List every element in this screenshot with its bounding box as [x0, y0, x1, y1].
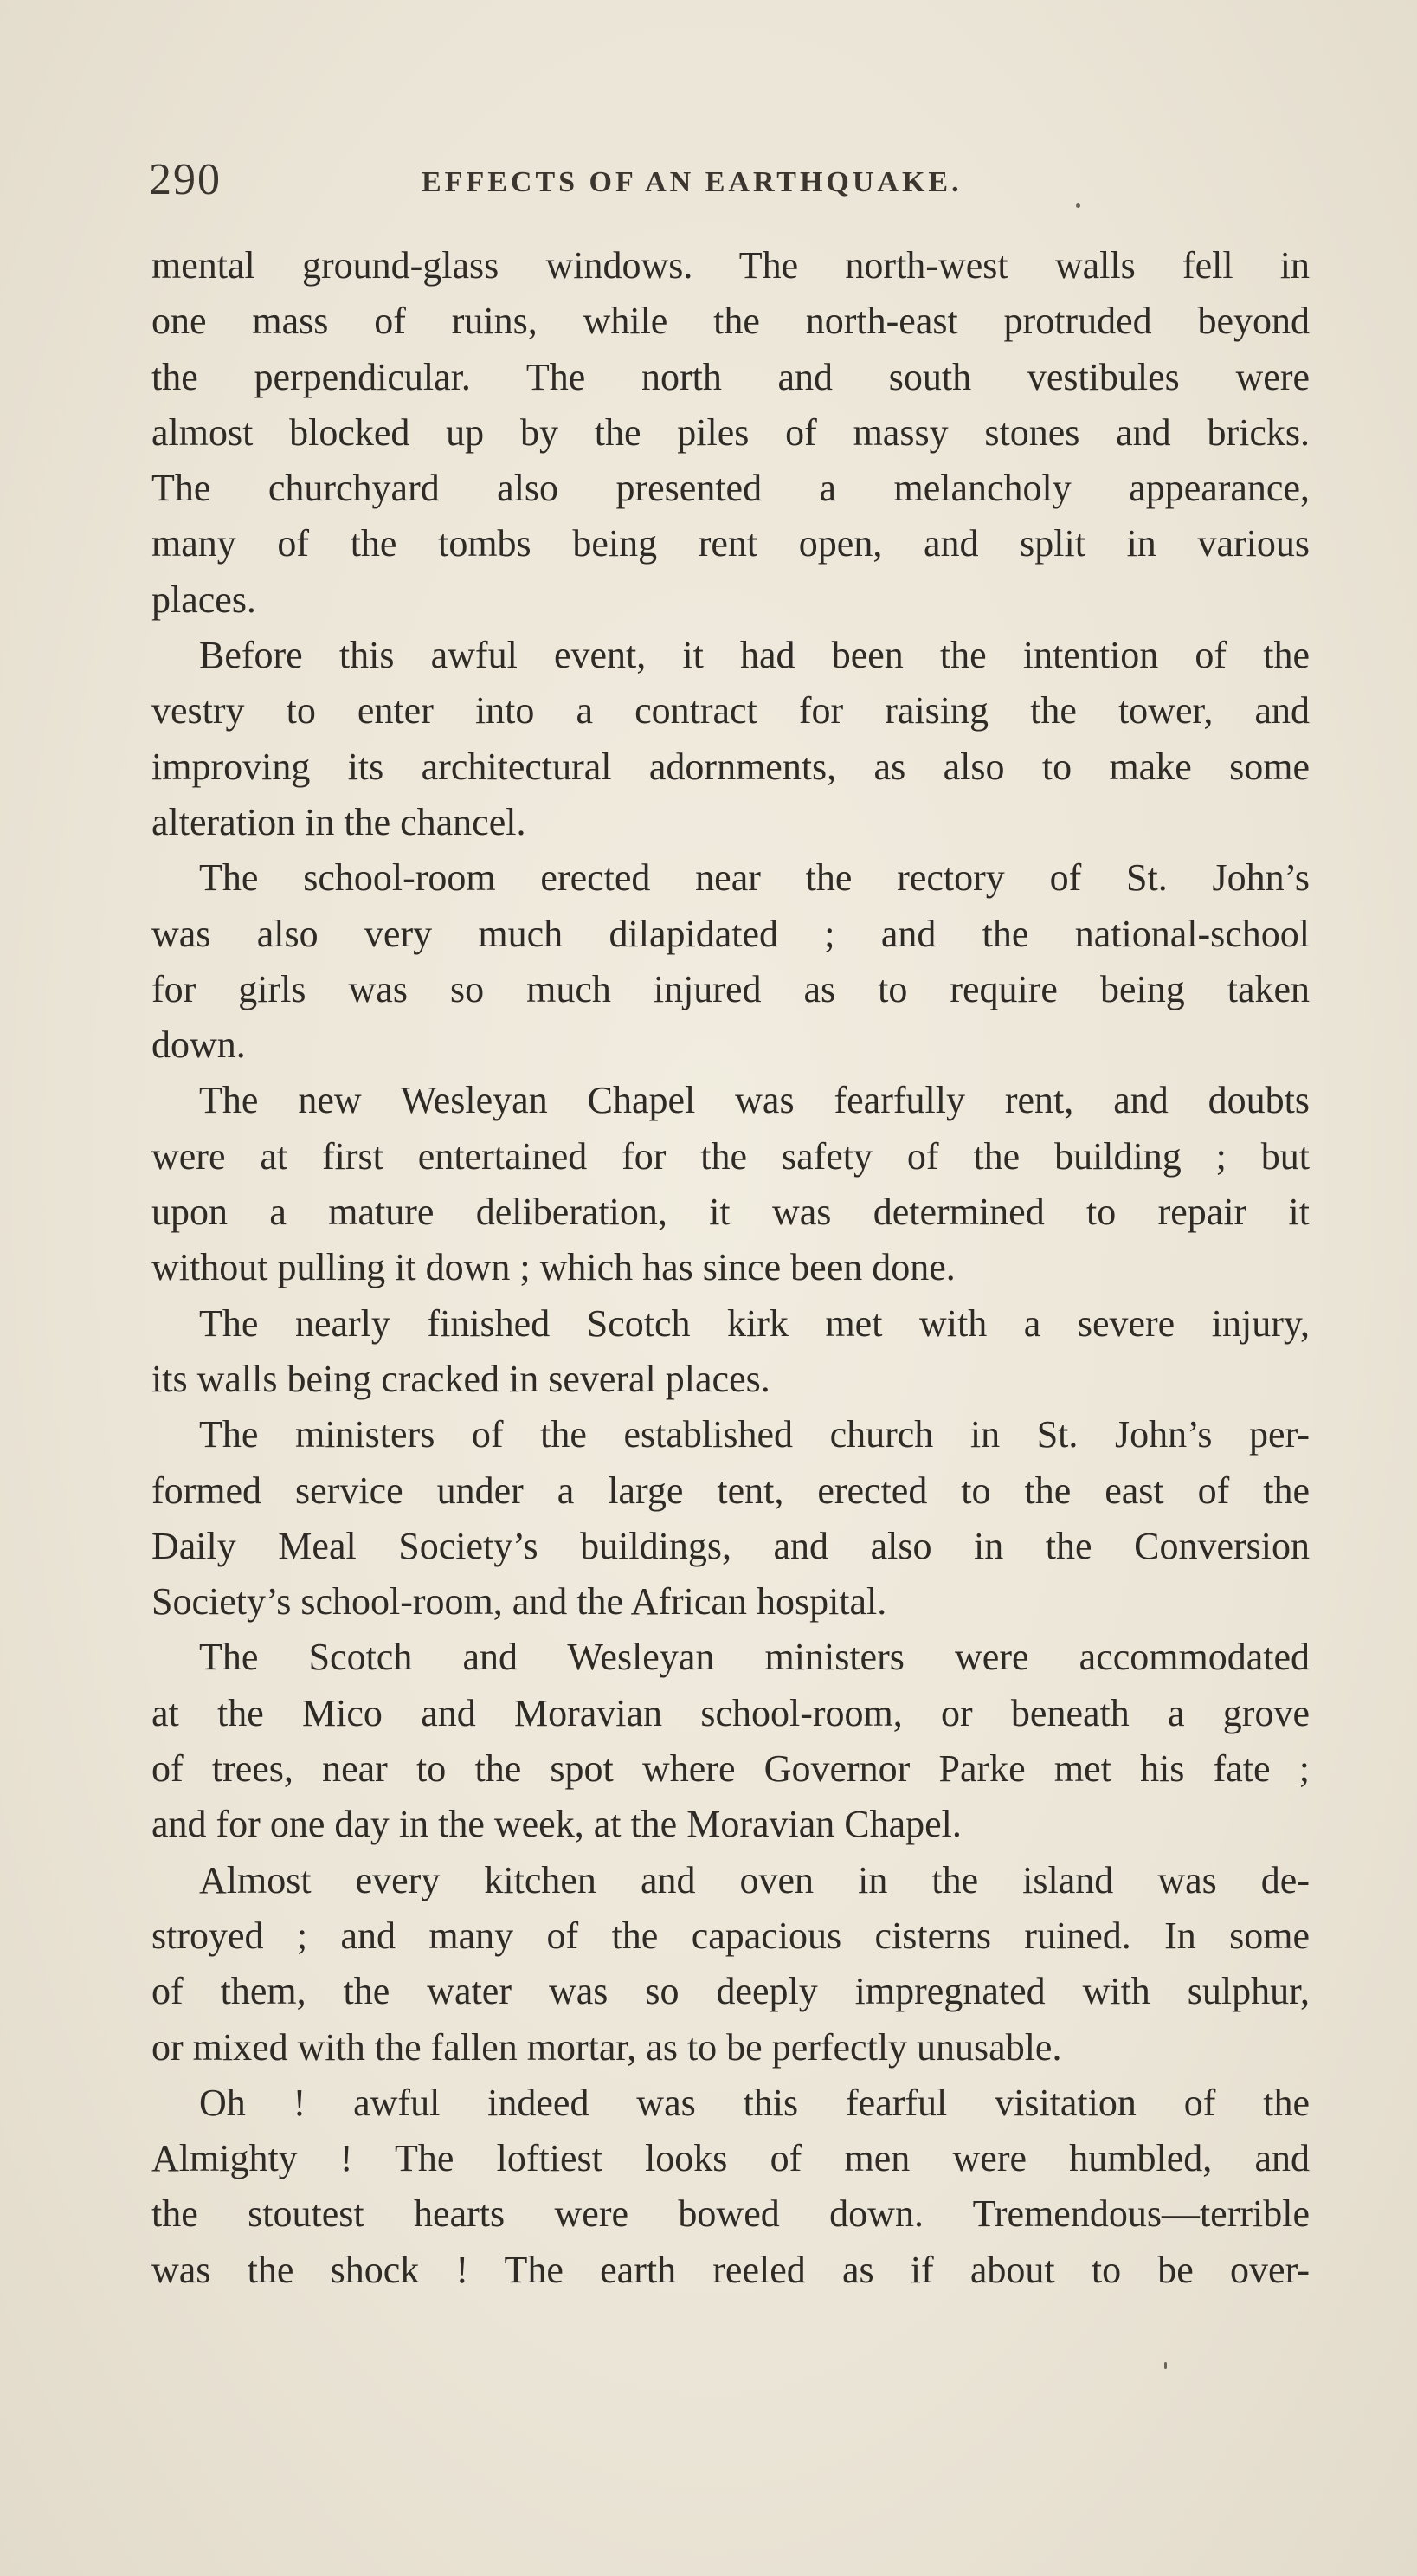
ink-speck [1164, 2362, 1167, 2369]
page-number: 290 [149, 155, 222, 204]
text-line: was also very much dilapidated ; and the national-school [151, 912, 1310, 955]
text-line: without pulling it down ; which has since been done. [151, 1246, 956, 1289]
text-line: The nearly finished Scotch kirk met with a severe injury, [199, 1301, 1310, 1345]
text-line: The new Wesleyan Chapel was fearfully rent, and doubts [199, 1079, 1310, 1122]
text-line: and for one day in the week, at the Moravian Chapel. [151, 1803, 962, 1846]
text-line: many of the tombs being rent open, and split in various [151, 522, 1310, 565]
ink-speck [1076, 203, 1080, 208]
text-line: The Scotch and Wesleyan ministers were accommodated [199, 1636, 1310, 1679]
running-head: EFFECTS OF AN EARTHQUAKE. [422, 166, 963, 198]
text-line: improving its architectural adornments, as also to make some [151, 745, 1310, 788]
text-line: Before this awful event, it had been the intention of the [199, 634, 1310, 677]
text-line: stroyed ; and many of the capacious cisterns ruined. In some [151, 1914, 1310, 1957]
text-line: mental ground-glass windows. The north-west walls fell in [151, 244, 1310, 287]
text-line: alteration in the chancel. [151, 800, 526, 843]
text-line: vestry to enter into a contract for raising the tower, and [151, 689, 1310, 733]
text-line: one mass of ruins, while the north-east protruded beyond [151, 300, 1310, 343]
text-line: The ministers of the established church in St. John’s per- [199, 1413, 1310, 1456]
text-line: Almost every kitchen and oven in the island was de- [199, 1858, 1310, 1901]
text-line: The churchyard also presented a melancholy appearance, [151, 467, 1310, 510]
text-line: formed service under a large tent, erected to the east of the [151, 1469, 1310, 1512]
text-line: was the shock ! The earth reeled as if about to be over- [151, 2248, 1310, 2291]
text-line: were at first entertained for the safety of the building ; but [151, 1134, 1310, 1178]
text-line: Oh ! awful indeed was this fearful visitation of the [199, 2081, 1310, 2124]
text-line: of them, the water was so deeply impregnated with sulphur, [151, 1970, 1310, 2013]
text-line: at the Mico and Moravian school-room, or beneath a grove [151, 1691, 1310, 1734]
text-line: Almighty ! The loftiest looks of men were humbled, and [151, 2137, 1310, 2180]
text-line: or mixed with the fallen mortar, as to be perfectly unusable. [151, 2025, 1062, 2069]
text-line: upon a mature deliberation, it was determined to repair it [151, 1191, 1310, 1234]
text-line: almost blocked up by the piles of massy stones and bricks. [151, 410, 1310, 454]
text-line: its walls being cracked in several places. [151, 1357, 770, 1400]
page-header [149, 154, 1309, 215]
text-line: for girls was so much injured as to require being taken [151, 967, 1310, 1010]
text-line: of trees, near to the spot where Governor Parke met his fate ; [151, 1747, 1310, 1791]
text-line: places. [151, 578, 256, 621]
body-text [151, 238, 1310, 2298]
text-line: Daily Meal Society’s buildings, and also in the Conversion [151, 1524, 1310, 1567]
text-line: the stoutest hearts were bowed down. Tremendous—terrible [151, 2192, 1310, 2236]
text-line: down. [151, 1023, 246, 1067]
text-line: The school-room erected near the rectory of St. John’s [199, 856, 1310, 900]
text-line: Society’s school-room, and the African hospital. [151, 1580, 887, 1624]
text-line: the perpendicular. The north and south vestibules were [151, 355, 1310, 398]
